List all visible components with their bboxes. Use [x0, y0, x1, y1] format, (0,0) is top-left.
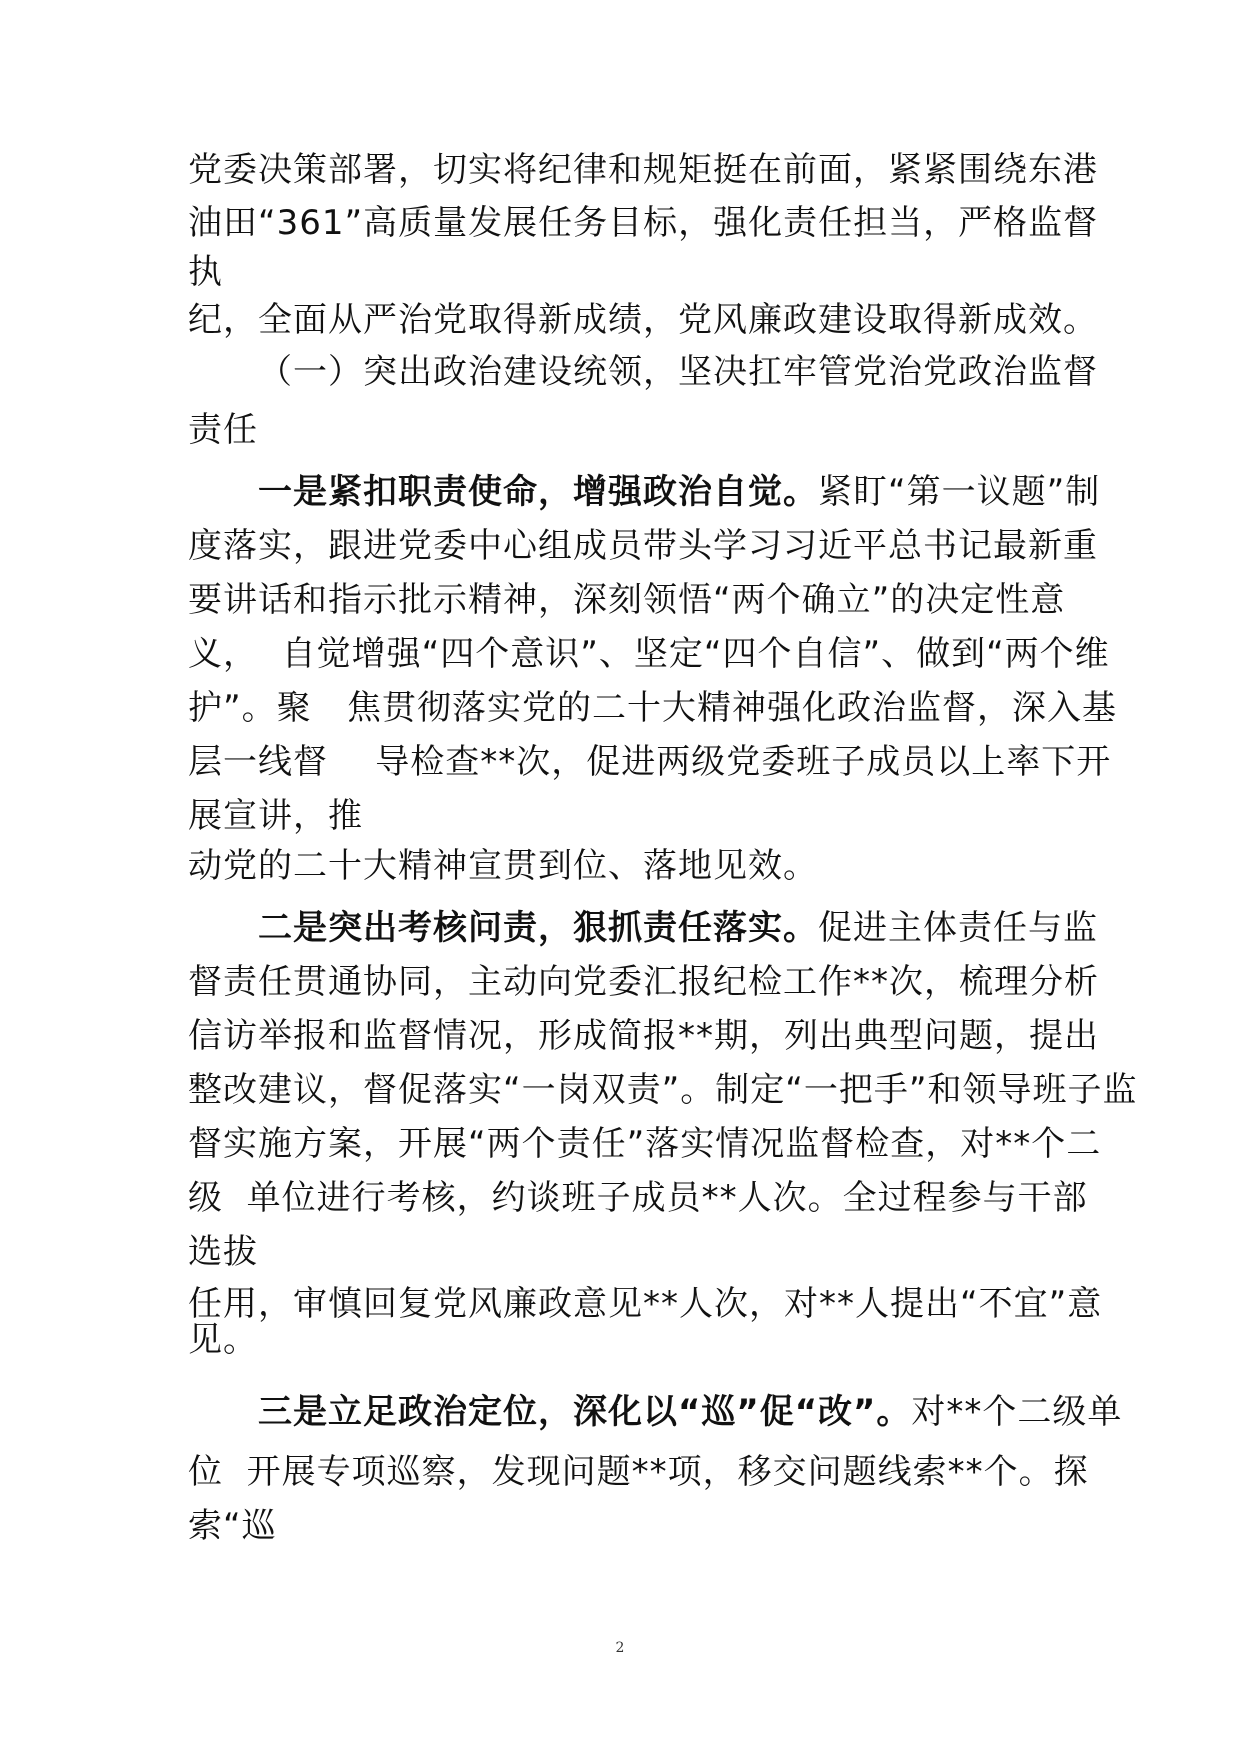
- text-line: 党委决策部署，切实将纪律和规矩挺在前面，紧紧围绕东港: [188, 150, 1098, 190]
- page-number: 2: [615, 1640, 625, 1656]
- text-line: 执: [188, 252, 223, 292]
- text-line: 见。: [188, 1320, 258, 1360]
- text-line: 动党的二十大精神宣贯到位、落地见效。: [188, 846, 818, 886]
- section-heading: （一）突出政治建设统领，坚决扛牢管党治党政治监督: [258, 352, 1098, 392]
- paragraph-lead-line: 三是立足政治定位，深化以“巡”促“改”。对**个二级单: [258, 1392, 1123, 1432]
- paragraph-lead-bold: 二是突出考核问责，狠抓责任落实。: [258, 908, 818, 948]
- text-line: 整改建议，督促落实“一岗双责”。制定“一把手”和领导班子监: [188, 1070, 1138, 1110]
- text-line: 纪，全面从严治党取得新成绩，党风廉政建设取得新成效。: [188, 300, 1098, 340]
- paragraph-lead-line: 一是紧扣职责使命，增强政治自觉。紧盯“第一议题”制: [258, 472, 1101, 512]
- paragraph-lead-line: 二是突出考核问责，狠抓责任落实。促进主体责任与监: [258, 908, 1098, 948]
- text-line: 度落实，跟进党委中心组成员带头学习习近平总书记最新重: [188, 526, 1098, 566]
- text-line: 展宣讲，推: [188, 796, 363, 836]
- text-line: 护”。聚 焦贯彻落实党的二十大精神强化政治监督，深入基: [188, 688, 1118, 728]
- text-line: 信访举报和监督情况，形成简报**期，列出典型问题，提出: [188, 1016, 1099, 1056]
- section-heading-continued: 责任: [188, 410, 258, 450]
- text-line: 层一线督 导检查**次，促进两级党委班子成员以上率下开: [188, 742, 1112, 782]
- text-line: 级 单位进行考核，约谈班子成员**人次。全过程参与干部: [188, 1178, 1088, 1218]
- text-line: 要讲话和指示批示精神，深刻领悟“两个确立”的决定性意: [188, 580, 1066, 620]
- paragraph-lead-bold: 一是紧扣职责使命，增强政治自觉。: [258, 472, 818, 512]
- text-line: 位 开展专项巡察，发现问题**项，移交问题线索**个。探: [188, 1452, 1089, 1492]
- paragraph-lead-bold: 三是立足政治定位，深化以“巡”促“改”。: [258, 1392, 912, 1432]
- text-line: 选拔: [188, 1232, 258, 1272]
- text-line: 索“巡: [188, 1506, 277, 1546]
- text-line: 油田“361”高质量发展任务目标，强化责任担当，严格监督: [188, 203, 1099, 243]
- text-line: 任用，审慎回复党风廉政意见**人次，对**人提出“不宜”意: [188, 1284, 1103, 1324]
- text-line: 督实施方案，开展“两个责任”落实情况监督检查，对**个二: [188, 1124, 1102, 1164]
- text-line: 督责任贯通协同，主动向党委汇报纪检工作**次，梳理分析: [188, 962, 1099, 1002]
- text-line: 义， 自觉增强“四个意识”、坚定“四个自信”、做到“两个维: [188, 634, 1110, 674]
